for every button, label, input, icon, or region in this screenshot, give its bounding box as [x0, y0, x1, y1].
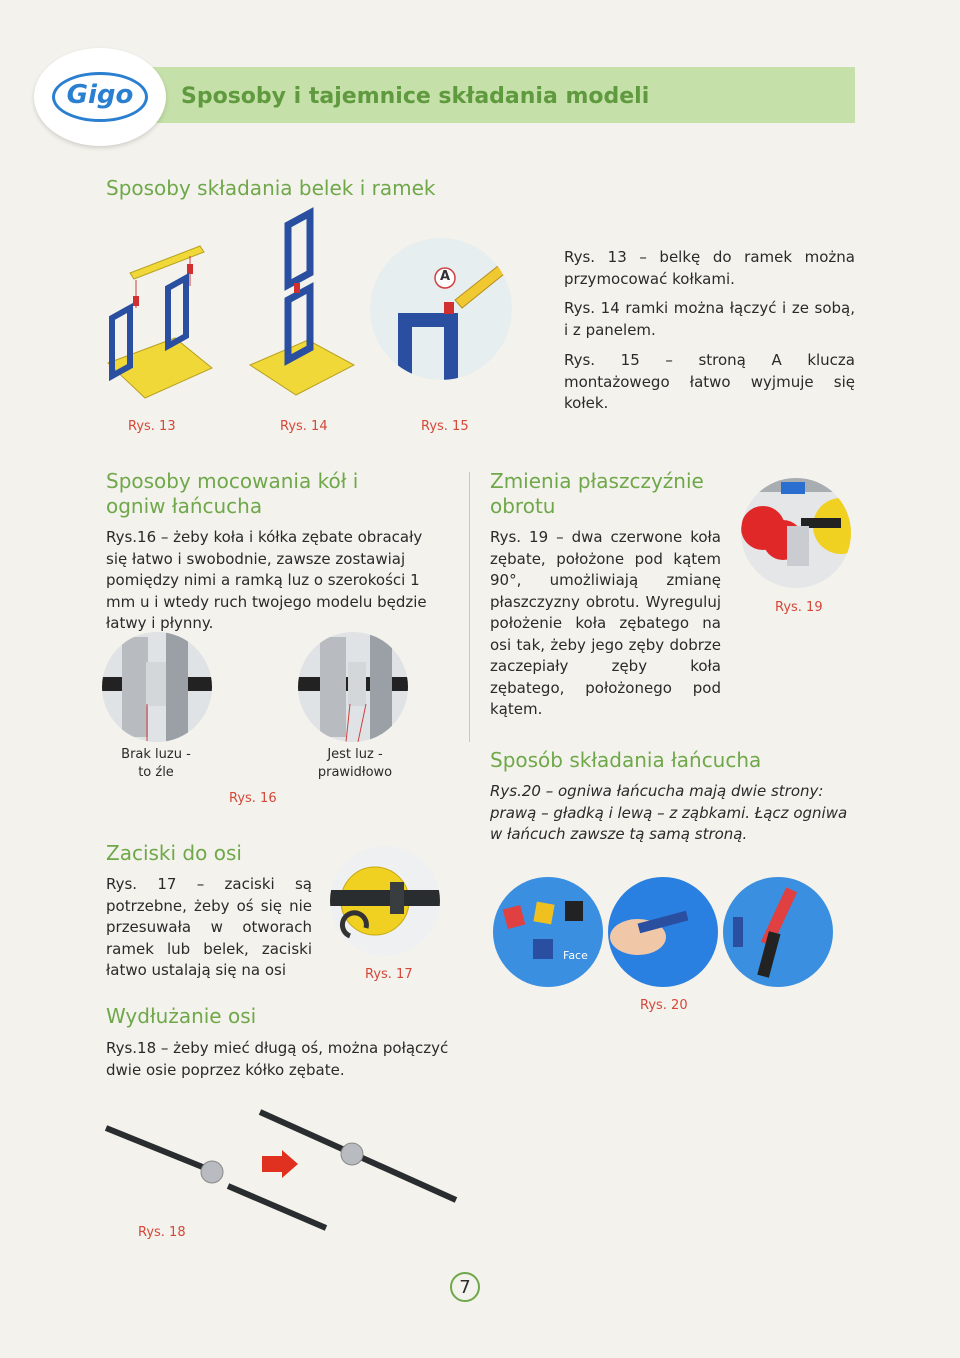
- gear-wheel: [166, 632, 188, 742]
- beams-text-3: Rys. 15 – stroną A klucza montażowego łatwo wyjmuje się kołek.: [564, 351, 855, 412]
- caption-rys15: Rys. 15: [421, 419, 469, 434]
- pointer-line: [346, 704, 350, 742]
- figure-14-frames: [248, 205, 358, 405]
- caption-rys19: Rys. 19: [775, 600, 823, 615]
- axle-clip: [390, 882, 404, 914]
- chain-link-blue: [533, 939, 553, 959]
- axle: [330, 890, 440, 906]
- peg: [294, 283, 300, 293]
- gear-small: [341, 1143, 363, 1165]
- plane-heading: Zmienia płaszczyźnie obrotu: [490, 469, 704, 518]
- page-number: 7: [450, 1272, 480, 1302]
- logo-text: Gigo: [66, 80, 134, 110]
- chain-link-black: [565, 901, 583, 921]
- axle: [106, 1128, 210, 1170]
- figure-15-key: [370, 238, 512, 380]
- frame-grey: [787, 526, 809, 566]
- caption-rys20: Rys. 20: [640, 998, 688, 1013]
- frame-blue: [168, 278, 186, 346]
- frame-blue: [288, 213, 310, 285]
- panel-yellow: [250, 340, 354, 395]
- axle: [228, 1186, 326, 1228]
- frame-grey: [122, 637, 148, 737]
- caption-rys17: Rys. 17: [365, 967, 413, 982]
- figure-20-links-c: [723, 877, 833, 987]
- frame-blue: [444, 323, 458, 380]
- figure-13-frames: [100, 238, 215, 403]
- page-title: Sposoby i tajemnice składania modeli: [181, 84, 650, 109]
- brand-logo: [34, 48, 166, 146]
- beams-text-1: Rys. 13 – belkę do ramek można przymocować kołkami.: [564, 248, 855, 288]
- arrow-red: [262, 1150, 298, 1178]
- figure-16-good: [298, 632, 408, 742]
- plane-text: Rys. 19 – dwa czerwone koła zębate, położone pod kątem 90°, umożliwiają zmianę płaszczyzny obrotu. Wyreguluj położenie koła zębatego na osi tak, żeby jego zęby dobrze zaczepiały zęby koła zębatego, położonego pod kątem.: [490, 528, 721, 718]
- frame-blue: [398, 323, 412, 380]
- chain-link-yellow: [533, 902, 554, 925]
- chain-strip-blue: [733, 917, 743, 947]
- figure-17-clip: [330, 846, 440, 956]
- assembly-key: [455, 266, 504, 308]
- gear-small: [201, 1161, 223, 1183]
- caption-rys16: Rys. 16: [229, 791, 277, 806]
- key-label: A: [439, 269, 451, 284]
- caption-rys13: Rys. 13: [128, 419, 176, 434]
- gear-wheel: [370, 632, 392, 742]
- caption-rys18: Rys. 18: [138, 1225, 186, 1240]
- beam-yellow: [130, 246, 204, 279]
- peg: [133, 296, 139, 306]
- peg: [444, 302, 454, 314]
- beams-text-2: Rys. 14 ramki można łączyć i ze sobą, i z panelem.: [564, 299, 855, 339]
- figure-18-axles: [100, 1108, 465, 1243]
- clips-text: Rys. 17 – zaciski są potrzebne, żeby oś się nie przesuwała w otworach ramek lub belek, zaciski łatwo ustalają się na osi: [106, 875, 312, 979]
- peg: [187, 264, 193, 274]
- label-bad: Brak luzu - to źle: [121, 747, 191, 780]
- label-good: Jest luz - prawidłowo: [317, 747, 393, 780]
- figure-16-bad: [102, 632, 212, 742]
- column-divider: [469, 472, 470, 742]
- chain-link-red: [503, 905, 526, 929]
- clips-heading: Zaciski do osi: [106, 841, 242, 865]
- figure-19-gears: [741, 478, 851, 588]
- chain-strip-black: [757, 931, 780, 978]
- beams-heading: Sposoby składania belek i ramek: [106, 176, 436, 200]
- pointer-line: [358, 704, 366, 742]
- face-label: Face: [563, 949, 588, 962]
- figure-20-links-b: [608, 877, 718, 987]
- chain-text: Rys.20 – ogniwa łańcucha mają dwie strony: prawą – gładką i lewą – z ząbkami. Łącz ogniwa w łańcuch zawsze tą samą stroną.: [490, 782, 848, 843]
- wheels-heading: Sposoby mocowania kół i ogniw łańcucha: [106, 469, 359, 518]
- frame-blue: [781, 482, 805, 494]
- wheels-text: Rys.16 – żeby koła i kółka zębate obracały się łatwo i swobodnie, zawsze zostawiaj pomiędzy nimi a ramką luz o szerokości 1 mm u i wtedy ruch twojego modelu będzie łatwy i płynny.: [106, 528, 427, 632]
- frame-grey: [320, 637, 346, 737]
- chain-heading: Sposób składania łańcucha: [490, 748, 762, 772]
- figure-20-links-a: [493, 877, 603, 987]
- axle-text: Rys.18 – żeby mieć długą oś, można połączyć dwie osie poprzez kółko zębate.: [106, 1039, 449, 1079]
- axle-heading: Wydłużanie osi: [106, 1004, 257, 1028]
- hub: [348, 662, 366, 706]
- hub: [146, 662, 168, 706]
- caption-rys14: Rys. 14: [280, 419, 328, 434]
